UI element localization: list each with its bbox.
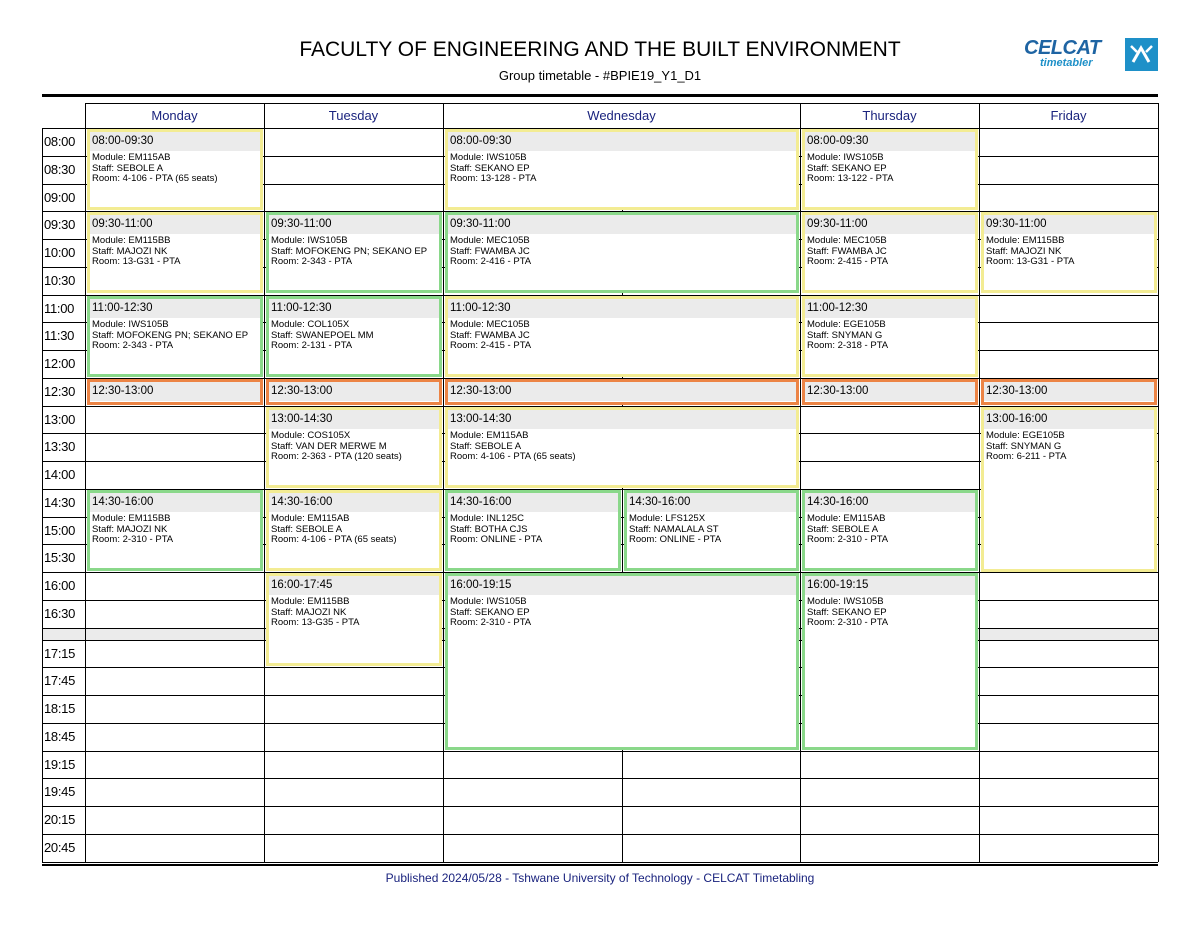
event-staff: Staff: MAJOZI NK xyxy=(986,245,1062,257)
event-details xyxy=(805,234,975,268)
timetable-event xyxy=(624,490,799,571)
time-label: 09:30 xyxy=(44,217,76,232)
time-label: 10:30 xyxy=(44,273,76,288)
event-time: 08:00-09:30 xyxy=(805,132,975,151)
event-module: Module: MEC105B xyxy=(450,235,530,246)
event-details xyxy=(269,234,439,268)
event-time: 12:30-13:00 xyxy=(269,382,439,401)
event-time: 13:00-14:30 xyxy=(269,410,439,429)
timetable-event xyxy=(981,212,1157,293)
column-line xyxy=(1158,103,1159,862)
event-details xyxy=(448,595,796,629)
timetable-event xyxy=(87,296,263,377)
timetable-event xyxy=(445,129,799,210)
event-staff: Staff: VAN DER MERWE M xyxy=(271,440,387,452)
event-room: Room: 2-416 - PTA xyxy=(450,256,532,267)
time-label: 12:00 xyxy=(44,356,76,371)
time-label: 09:00 xyxy=(44,190,76,205)
time-label: 18:15 xyxy=(44,701,76,716)
event-time: 11:00-12:30 xyxy=(269,299,439,318)
timetable-event xyxy=(445,212,799,293)
event-details xyxy=(448,234,796,268)
event-room: Room: 2-310 - PTA xyxy=(807,534,889,545)
event-staff: Staff: NAMALALA ST xyxy=(629,523,719,535)
time-label: 17:45 xyxy=(44,673,76,688)
event-module: Module: LFS125X xyxy=(629,513,706,524)
event-staff: Staff: SNYMAN G xyxy=(986,440,1062,452)
time-label: 19:15 xyxy=(44,757,76,772)
event-staff: Staff: SNYMAN G xyxy=(807,329,883,341)
event-time: 12:30-13:00 xyxy=(984,382,1154,401)
timetable-event xyxy=(87,490,263,571)
event-room: Room: 2-415 - PTA xyxy=(450,340,532,351)
event-details xyxy=(269,595,439,629)
event-time: 11:00-12:30 xyxy=(448,299,796,318)
timetable-event xyxy=(87,212,263,293)
event-staff: Staff: FWAMBA JC xyxy=(807,245,887,257)
timetable-event xyxy=(87,129,263,210)
time-label: 11:00 xyxy=(44,301,75,316)
event-room: Room: 13-G35 - PTA xyxy=(271,617,360,628)
event-time: 09:30-11:00 xyxy=(448,215,796,234)
grid-left-line xyxy=(42,128,43,862)
event-details xyxy=(984,429,1154,463)
event-details xyxy=(627,512,796,546)
event-module: Module: IWS105B xyxy=(92,319,169,330)
event-room: Room: 13-122 - PTA xyxy=(807,173,894,184)
day-header-tuesday: Tuesday xyxy=(328,108,379,123)
timetable-event xyxy=(266,490,442,571)
page-subtitle: Group timetable - #BPIE19_Y1_D1 xyxy=(498,68,702,83)
event-time: 14:30-16:00 xyxy=(627,493,796,512)
event-staff: Staff: SEBOLE A xyxy=(271,523,343,535)
event-module: Module: EM115AB xyxy=(271,513,350,524)
time-label: 16:00 xyxy=(44,578,76,593)
event-room: Room: 2-318 - PTA xyxy=(807,340,889,351)
timetable-event xyxy=(981,379,1157,405)
event-time: 12:30-13:00 xyxy=(448,382,796,401)
event-module: Module: EGE105B xyxy=(807,319,886,330)
day-header-monday: Monday xyxy=(151,108,198,123)
event-details xyxy=(269,318,439,352)
event-room: Room: 13-128 - PTA xyxy=(450,173,537,184)
event-module: Module: EM115AB xyxy=(450,430,529,441)
event-module: Module: IWS105B xyxy=(271,235,348,246)
time-label: 08:00 xyxy=(44,134,76,149)
row-line xyxy=(42,862,1158,863)
row-line xyxy=(42,806,1158,807)
time-label: 10:00 xyxy=(44,245,76,260)
event-module: Module: EM115AB xyxy=(807,513,886,524)
event-room: Room: 2-415 - PTA xyxy=(807,256,889,267)
event-room: Room: 6-211 - PTA xyxy=(986,451,1067,462)
time-label: 19:45 xyxy=(44,784,76,799)
event-room: Room: ONLINE - PTA xyxy=(450,534,543,545)
timetable-event xyxy=(266,296,442,377)
event-staff: Staff: SEKANO EP xyxy=(807,162,887,174)
event-room: Room: 2-363 - PTA (120 seats) xyxy=(271,451,402,462)
column-line xyxy=(443,103,444,862)
event-room: Room: 2-310 - PTA xyxy=(807,617,889,628)
event-details xyxy=(448,151,796,185)
timetable-event xyxy=(802,129,978,210)
event-room: Room: 2-310 - PTA xyxy=(92,534,174,545)
event-module: Module: EM115BB xyxy=(92,235,171,246)
timetable-event xyxy=(445,296,799,377)
event-module: Module: EM115BB xyxy=(986,235,1065,246)
event-details xyxy=(448,429,796,463)
row-line xyxy=(42,778,1158,779)
timetable-event xyxy=(802,212,978,293)
timetable-event xyxy=(87,379,263,405)
time-label: 14:00 xyxy=(44,467,76,482)
event-time: 16:00-19:15 xyxy=(805,576,975,595)
event-time: 13:00-14:30 xyxy=(448,410,796,429)
timetable-event xyxy=(445,379,799,405)
timetable-event xyxy=(445,573,799,750)
time-label: 08:30 xyxy=(44,162,76,177)
event-module: Module: INL125C xyxy=(450,513,524,524)
event-module: Module: IWS105B xyxy=(807,152,884,163)
time-label: 17:15 xyxy=(44,646,76,661)
event-time: 09:30-11:00 xyxy=(984,215,1154,234)
time-label: 14:30 xyxy=(44,495,76,510)
event-staff: Staff: MAJOZI NK xyxy=(92,245,168,257)
event-room: Room: 4-106 - PTA (65 seats) xyxy=(92,173,218,184)
event-module: Module: IWS105B xyxy=(807,596,884,607)
time-label: 15:00 xyxy=(44,523,76,538)
event-details xyxy=(805,512,975,546)
event-details xyxy=(448,318,796,352)
time-label: 13:30 xyxy=(44,439,76,454)
event-time: 14:30-16:00 xyxy=(90,493,260,512)
time-label: 13:00 xyxy=(44,412,76,427)
event-time: 09:30-11:00 xyxy=(805,215,975,234)
event-staff: Staff: FWAMBA JC xyxy=(450,245,530,257)
timetable-event xyxy=(802,296,978,377)
time-label: 20:15 xyxy=(44,812,76,827)
event-staff: Staff: MAJOZI NK xyxy=(92,523,168,535)
row-line xyxy=(42,751,1158,752)
day-header-friday: Friday xyxy=(1050,108,1087,123)
time-label: 12:30 xyxy=(44,384,76,399)
timetable-event xyxy=(445,407,799,488)
logo-subtext: timetabler xyxy=(1040,57,1093,69)
event-staff: Staff: BOTHA CJS xyxy=(450,523,528,535)
event-details xyxy=(805,151,975,185)
footer-rule xyxy=(42,864,1158,866)
event-room: Room: ONLINE - PTA xyxy=(629,534,722,545)
event-time: 08:00-09:30 xyxy=(90,132,260,151)
column-line xyxy=(85,103,86,862)
event-room: Room: 2-343 - PTA xyxy=(271,256,353,267)
event-room: Room: 13-G31 - PTA xyxy=(986,256,1075,267)
event-details xyxy=(269,512,439,546)
event-room: Room: 4-106 - PTA (65 seats) xyxy=(271,534,397,545)
time-label: 20:45 xyxy=(44,840,76,855)
event-time: 16:00-17:45 xyxy=(269,576,439,595)
page-title: FACULTY OF ENGINEERING AND THE BUILT ENVIRONMENT xyxy=(299,38,901,61)
event-module: Module: EM115BB xyxy=(271,596,350,607)
event-details xyxy=(805,318,975,352)
footer-text: Published 2024/05/28 - Tshwane University of Technology - CELCAT Timetabling xyxy=(385,871,815,885)
event-staff: Staff: SEKANO EP xyxy=(450,606,530,618)
logo-text: CELCAT xyxy=(1024,37,1101,59)
event-time: 16:00-19:15 xyxy=(448,576,796,595)
column-line xyxy=(979,103,980,862)
event-module: Module: EM115BB xyxy=(92,513,171,524)
event-module: Module: MEC105B xyxy=(807,235,887,246)
event-time: 09:30-11:00 xyxy=(90,215,260,234)
timetable-event xyxy=(802,490,978,571)
timetable-event xyxy=(266,379,442,405)
event-details xyxy=(90,151,260,185)
event-room: Room: 2-310 - PTA xyxy=(450,617,532,628)
row-line xyxy=(42,834,1158,835)
event-staff: Staff: SEKANO EP xyxy=(450,162,530,174)
event-staff: Staff: SEKANO EP xyxy=(807,606,887,618)
event-room: Room: 4-106 - PTA (65 seats) xyxy=(450,451,576,462)
event-time: 14:30-16:00 xyxy=(448,493,618,512)
event-time: 14:30-16:00 xyxy=(805,493,975,512)
event-details xyxy=(90,318,260,352)
event-time: 09:30-11:00 xyxy=(269,215,439,234)
event-details xyxy=(448,512,618,546)
timetable-event xyxy=(981,407,1157,572)
timetable-event xyxy=(266,573,442,666)
event-details xyxy=(984,234,1154,268)
event-module: Module: COL105X xyxy=(271,319,350,330)
day-header-wednesday: Wednesday xyxy=(587,108,656,123)
column-line xyxy=(264,103,265,862)
event-time: 11:00-12:30 xyxy=(805,299,975,318)
event-module: Module: EM115AB xyxy=(92,152,171,163)
event-time: 13:00-16:00 xyxy=(984,410,1154,429)
event-staff: Staff: SEBOLE A xyxy=(450,440,522,452)
event-staff: Staff: FWAMBA JC xyxy=(450,329,530,341)
timetable-event xyxy=(266,407,442,488)
timetable-event xyxy=(445,490,621,571)
time-label: 16:30 xyxy=(44,606,76,621)
event-details xyxy=(90,234,260,268)
timetable-event xyxy=(266,212,442,293)
event-details xyxy=(805,595,975,629)
time-label: 11:30 xyxy=(44,328,75,343)
event-staff: Staff: MOFOKENG PN; SEKANO EP xyxy=(271,245,428,257)
event-module: Module: MEC105B xyxy=(450,319,530,330)
event-staff: Staff: SEBOLE A xyxy=(807,523,879,535)
event-staff: Staff: MOFOKENG PN; SEKANO EP xyxy=(92,329,249,341)
time-label: 18:45 xyxy=(44,729,76,744)
event-staff: Staff: SEBOLE A xyxy=(92,162,164,174)
event-room: Room: 2-343 - PTA xyxy=(92,340,174,351)
time-label: 15:30 xyxy=(44,550,76,565)
column-line xyxy=(800,103,801,862)
event-time: 08:00-09:30 xyxy=(448,132,796,151)
event-staff: Staff: MAJOZI NK xyxy=(271,606,347,618)
event-room: Room: 13-G31 - PTA xyxy=(92,256,181,267)
event-module: Module: IWS105B xyxy=(450,152,527,163)
event-module: Module: IWS105B xyxy=(450,596,527,607)
event-module: Module: COS105X xyxy=(271,430,351,441)
event-time: 11:00-12:30 xyxy=(90,299,260,318)
event-time: 14:30-16:00 xyxy=(269,493,439,512)
event-time: 12:30-13:00 xyxy=(805,382,975,401)
event-module: Module: EGE105B xyxy=(986,430,1065,441)
event-room: Room: 2-131 - PTA xyxy=(271,340,353,351)
event-details xyxy=(90,512,260,546)
timetable-event xyxy=(802,379,978,405)
event-time: 12:30-13:00 xyxy=(90,382,260,401)
event-staff: Staff: SWANEPOEL MM xyxy=(271,329,374,341)
timetable-event xyxy=(802,573,978,750)
event-details xyxy=(269,429,439,463)
day-header-thursday: Thursday xyxy=(862,108,917,123)
